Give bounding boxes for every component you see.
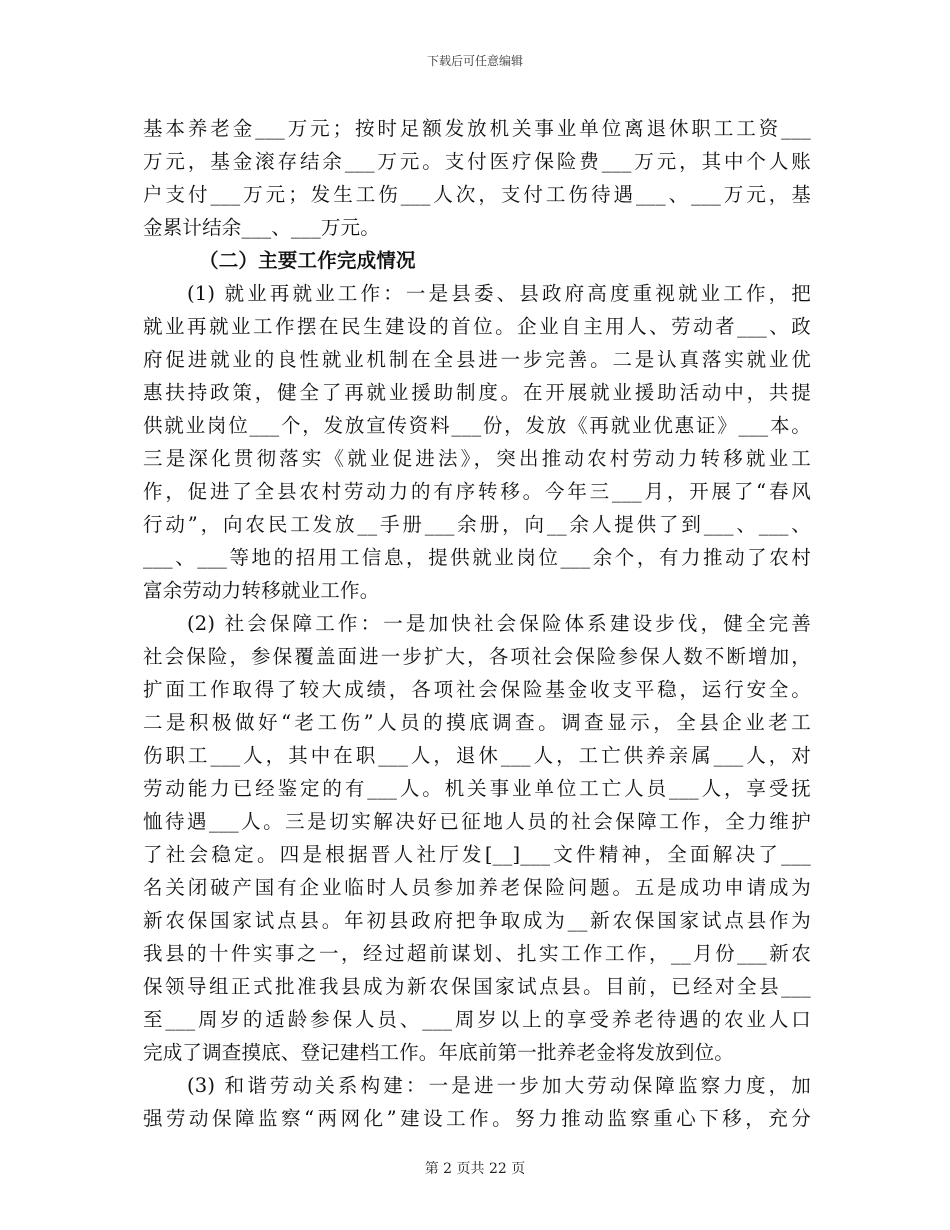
text-line: 惠扶持政策，健全了再就业援助制度。在开展就业援助活动中，共提 bbox=[143, 381, 811, 404]
page-header: 下载后可任意编辑 bbox=[426, 54, 523, 68]
text-line: 三是深化贯彻落实《就业促进法》，突出推动农村劳动力转移就业工 bbox=[143, 447, 811, 470]
text-line: 户支付___万元；发生工伤___人次，支付工伤待遇___、___万元，基 bbox=[143, 183, 811, 206]
text-line: 保领导组正式批准我县成为新农保国家试点县。目前，已经对全县___ bbox=[143, 975, 811, 998]
text-line: 万元，基金滚存结余___万元。支付医疗保险费___万元，其中个人账 bbox=[143, 150, 811, 173]
text-line: 供就业岗位___个，发放宣传资料___份，发放《再就业优惠证》___本。 bbox=[143, 414, 811, 437]
text-line: (3) 和谐劳动关系构建：一是进一步加大劳动保障监察力度，加 bbox=[187, 1074, 811, 1097]
section-heading: （二）主要工作完成情况 bbox=[199, 249, 416, 272]
document-body bbox=[143, 112, 811, 1135]
text-line: (2) 社会保障工作：一是加快社会保险体系建设步伐，健全完善 bbox=[187, 612, 811, 635]
text-line: (1) 就业再就业工作：一是县委、县政府高度重视就业工作，把 bbox=[187, 282, 811, 305]
text-line: 府促进就业的良性就业机制在全县进一步完善。二是认真落实就业优 bbox=[143, 348, 811, 371]
text-line: 劳动能力已经鉴定的有___人。机关事业单位工亡人员___人，享受抚 bbox=[143, 777, 811, 800]
text-line: 恤待遇___人。三是切实解决好已征地人员的社会保障工作，全力维护 bbox=[143, 810, 811, 833]
text-line: 新农保国家试点县。年初县政府把争取成为__新农保国家试点县作为 bbox=[143, 909, 811, 932]
text-line: 完成了调查摸底、登记建档工作。年底前第一批养老金将发放到位。 bbox=[143, 1041, 735, 1064]
text-line: 金累计结余___、___万元。 bbox=[143, 216, 381, 239]
text-line: 了社会稳定。四是根据晋人社厅发[__]___文件精神，全面解决了___ bbox=[143, 843, 811, 866]
text-line: 行动”，向农民工发放__手册___余册，向__余人提供了到___、___、 bbox=[143, 513, 811, 536]
text-line: 基本养老金___万元；按时足额发放机关事业单位离退休职工工资___ bbox=[143, 117, 811, 140]
text-line: 社会保险，参保覆盖面进一步扩大，各项社会保险参保人数不断增加， bbox=[143, 645, 811, 668]
text-line: 就业再就业工作摆在民生建设的首位。企业自主用人、劳动者___、政 bbox=[143, 315, 811, 338]
text-line: 伤职工___人，其中在职___人，退休___人，工亡供养亲属___人，对 bbox=[143, 744, 811, 767]
text-line: 富余劳动力转移就业工作。 bbox=[143, 579, 380, 602]
page-footer: 第 2 页共 22 页 bbox=[424, 1161, 526, 1177]
text-line: ___、___等地的招用工信息，提供就业岗位___余个，有力推动了农村 bbox=[143, 546, 811, 569]
text-line: 扩面工作取得了较大成绩，各项社会保险基金收支平稳，运行安全。 bbox=[143, 678, 811, 701]
text-line: 名关闭破产国有企业临时人员参加养老保险问题。五是成功申请成为 bbox=[143, 876, 811, 899]
text-line: 二是积极做好“老工伤”人员的摸底调查。调查显示，全县企业老工 bbox=[143, 711, 811, 734]
text-line: 强劳动保障监察“两网化”建设工作。努力推动监察重心下移，充分 bbox=[143, 1107, 811, 1130]
text-line: 至___周岁的适龄参保人员、___周岁以上的享受养老待遇的农业人口 bbox=[143, 1008, 811, 1031]
text-line: 我县的十件实事之一，经过超前谋划、扎实工作工作，__月份___新农 bbox=[143, 942, 811, 965]
text-line: 作，促进了全县农村劳动力的有序转移。今年三___月，开展了“春风 bbox=[143, 480, 811, 503]
